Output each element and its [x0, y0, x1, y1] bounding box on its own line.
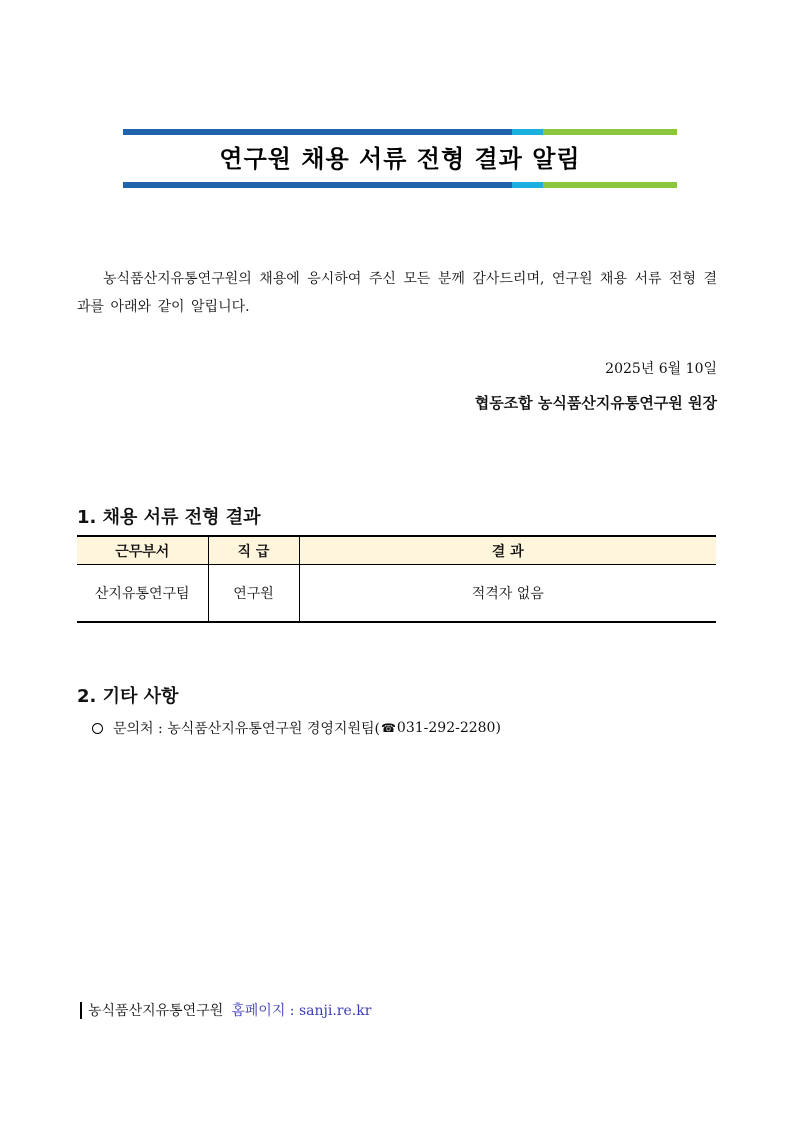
homepage-link[interactable] — [231, 1000, 371, 1020]
section-heading-results: 1. 채용 서류 전형 결과 — [77, 507, 261, 528]
contact-label: 문의처 : 농식품산지유통연구원 경영지원팀( — [113, 721, 380, 737]
bullet-circle-icon — [92, 723, 103, 734]
title-bar-bottom — [123, 182, 677, 188]
footer — [80, 1000, 371, 1020]
phone-icon: ☎ — [380, 721, 396, 735]
bar-segment-blue — [123, 182, 512, 188]
signer: 협동조합 농식품산지유통연구원 원장 — [474, 394, 717, 412]
contact-line — [92, 718, 501, 738]
bar-segment-blue — [123, 129, 512, 135]
cell-rank: 연구원 — [208, 565, 299, 623]
footer-divider — [80, 1002, 82, 1019]
cell-department: 산지유통연구팀 — [77, 565, 208, 623]
title-banner — [123, 129, 677, 189]
page-title: 연구원 채용 서류 전형 결과 알림 — [219, 145, 581, 173]
bar-segment-cyan — [512, 129, 543, 135]
contact-number: 031-292-2280 — [396, 720, 496, 736]
homepage-label: 홈페이지 : — [231, 1003, 295, 1019]
bar-segment-green — [543, 129, 677, 135]
contact-close: ) — [495, 720, 501, 736]
section-heading-other: 2. 기타 사항 — [77, 686, 179, 707]
bar-segment-cyan — [512, 182, 543, 188]
table-row — [77, 565, 716, 623]
homepage-url: sanji.re.kr — [298, 1003, 372, 1019]
intro-paragraph: 농식품산지유통연구원의 채용에 응시하여 주신 모든 분께 감사드리며, 연구원 채용 서류 전형 결과를 아래와 같이 알립니다. — [77, 271, 717, 315]
column-header-department: 근무부서 — [77, 536, 208, 565]
column-header-rank: 직 급 — [208, 536, 299, 565]
cell-result: 적격자 없음 — [299, 565, 716, 623]
results-table — [77, 535, 716, 623]
table-header-row — [77, 536, 716, 565]
notice-date: 2025년 6월 10일 — [605, 361, 717, 377]
bar-segment-green — [543, 182, 677, 188]
column-header-result: 결 과 — [299, 536, 716, 565]
title-bar-top — [123, 129, 677, 135]
footer-org: 농식품산지유통연구원 — [88, 1003, 224, 1019]
